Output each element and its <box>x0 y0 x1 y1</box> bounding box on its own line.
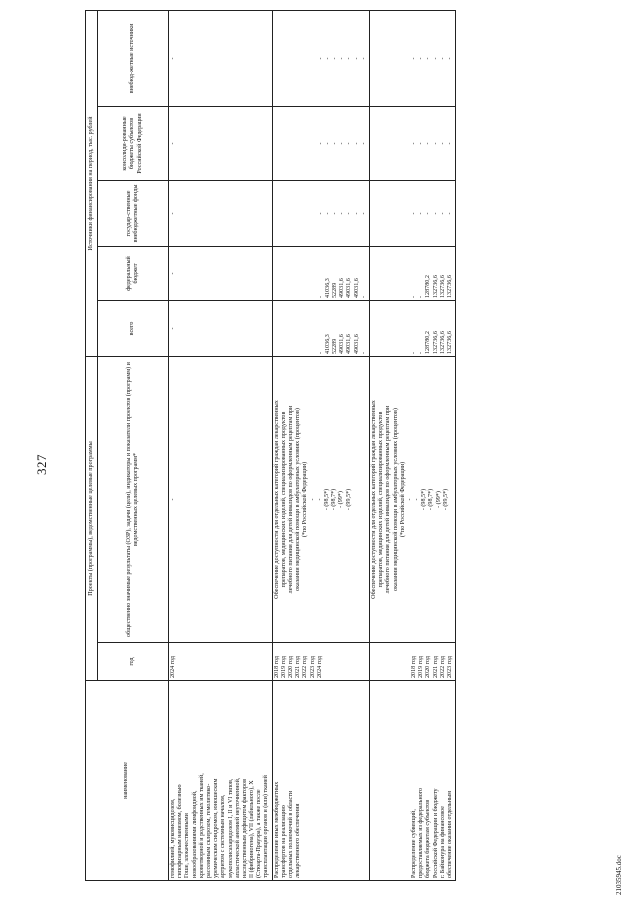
header-projects: Проекты (программы), ведомственные целевые программы <box>86 356 98 680</box>
page-number: 327 <box>34 454 49 475</box>
header-results: общественно значимые результаты (ОЗР), задачи (цели), индикаторы и показатели проектов (программ) и ведомственных целевых программ* <box>98 356 169 642</box>
footer-filename: 21035945.doc <box>615 855 623 895</box>
row1-year: 2024 год <box>169 643 273 681</box>
row2-consolidated: - - - - - - - <box>272 106 369 180</box>
row3-name: Распределение субвенций, предоставляемых из федерального бюджета бюджетам субъектов Российской Федерации и бюджету г. Байконура на финансовое обеспечение оказания отдельным <box>369 681 455 881</box>
row3-total: - - 128780,2 132736,6 132736,6 132736,6 <box>369 300 455 356</box>
header-extra: внебюд-жетные источники <box>98 10 169 106</box>
row2-extra: - - - - - - - <box>272 10 369 106</box>
row3-result-values: - - - (98,5*) - (98,7*) - (99*) - (99,5*) <box>406 488 449 511</box>
header-total: всего <box>98 300 169 356</box>
row3-years: 2018 год 2019 год 2020 год 2021 год 2022 год 2023 год <box>369 643 455 681</box>
row2-total: - 41036,3 52289 49031,6 49031,6 49031,6 - <box>272 300 369 356</box>
row3-results <box>369 356 455 642</box>
row1-result: - <box>169 356 273 642</box>
header-federal: федеральный бюджет <box>98 246 169 300</box>
row2-results <box>272 356 369 642</box>
header-name: наименование <box>86 681 169 881</box>
row1-name: гемофилией, муковисцидозом, гипофизарным нанизмом, болезнью Гоше, злокачественными новообразованиями лимфоидной, кроветворной и родственных им тканей, рассеянным склерозом, гемолитико- уремическим синдромом, юношеским артритом с системным началом, мукополисахаридозом I, II и VI типов, апластической анемией неуточненной, наследственным дефицитом факторов II (фибриногена), VII (лабильного), X (Стюарта-Прауэра), а также после трансплантации органов и (или) тканей <box>169 681 273 881</box>
row3-state-funds: - - - - - - <box>369 180 455 246</box>
row1-total: - <box>169 300 273 356</box>
financing-table <box>85 10 456 881</box>
header-year: год <box>98 643 169 681</box>
row1-extra: - <box>169 10 273 106</box>
row2-description: Обеспечение доступности для отдельных категорий граждан лекарственных препаратов, медицинских изделий, специализированных продуктов лечебного питания для детей инвалидов по оформленным рецептам при оказании медицинской помощи в амбулаторных условиях (процентов) (*по Российской Федерации) <box>273 400 309 599</box>
row1-state-funds: - <box>169 180 273 246</box>
header-sources: Источники финансирования на период, тыс. рублей <box>86 10 98 356</box>
row1-consolidated: - <box>169 106 273 180</box>
table-row <box>369 10 455 880</box>
row2-federal: - 41036,3 52289 49031,6 49031,6 49031,6 - <box>272 246 369 300</box>
row2-name: Распределение иных межбюджетных трансфертов на реализацию отдельных полномочий в области лекарственного обеспечения <box>272 681 369 881</box>
row3-description: Обеспечение доступности для отдельных категорий граждан лекарственных препаратов, медицинских изделий, специализированных продуктов лечебного питания для детей инвалидов по оформленным рецептам при оказании медицинской помощи в амбулаторных условиях (процентов) (*по Российской Федерации) <box>370 400 406 599</box>
row2-years: 2018 год 2019 год 2020 год 2021 год 2022 год 2023 год 2024 год <box>272 643 369 681</box>
row2-state-funds: - - - - - - - <box>272 180 369 246</box>
header-consolidated: консолиди-рованные бюджеты субъектов Российской Федерации <box>98 106 169 180</box>
header-state-funds: государ-ственные внебюджетные фонды <box>98 180 169 246</box>
row1-federal: - <box>169 246 273 300</box>
header-row-top <box>86 10 98 880</box>
table-row <box>169 10 273 880</box>
table-row <box>272 10 369 880</box>
row3-extra: - - - - - - <box>369 10 455 106</box>
row3-consolidated: - - - - - - <box>369 106 455 180</box>
row3-federal: - - 128780,2 132736,6 132736,6 132736,6 <box>369 246 455 300</box>
row2-result-values: - - - (98,5*) - (98,7*) - (99*) - (99,5*) <box>309 488 352 511</box>
